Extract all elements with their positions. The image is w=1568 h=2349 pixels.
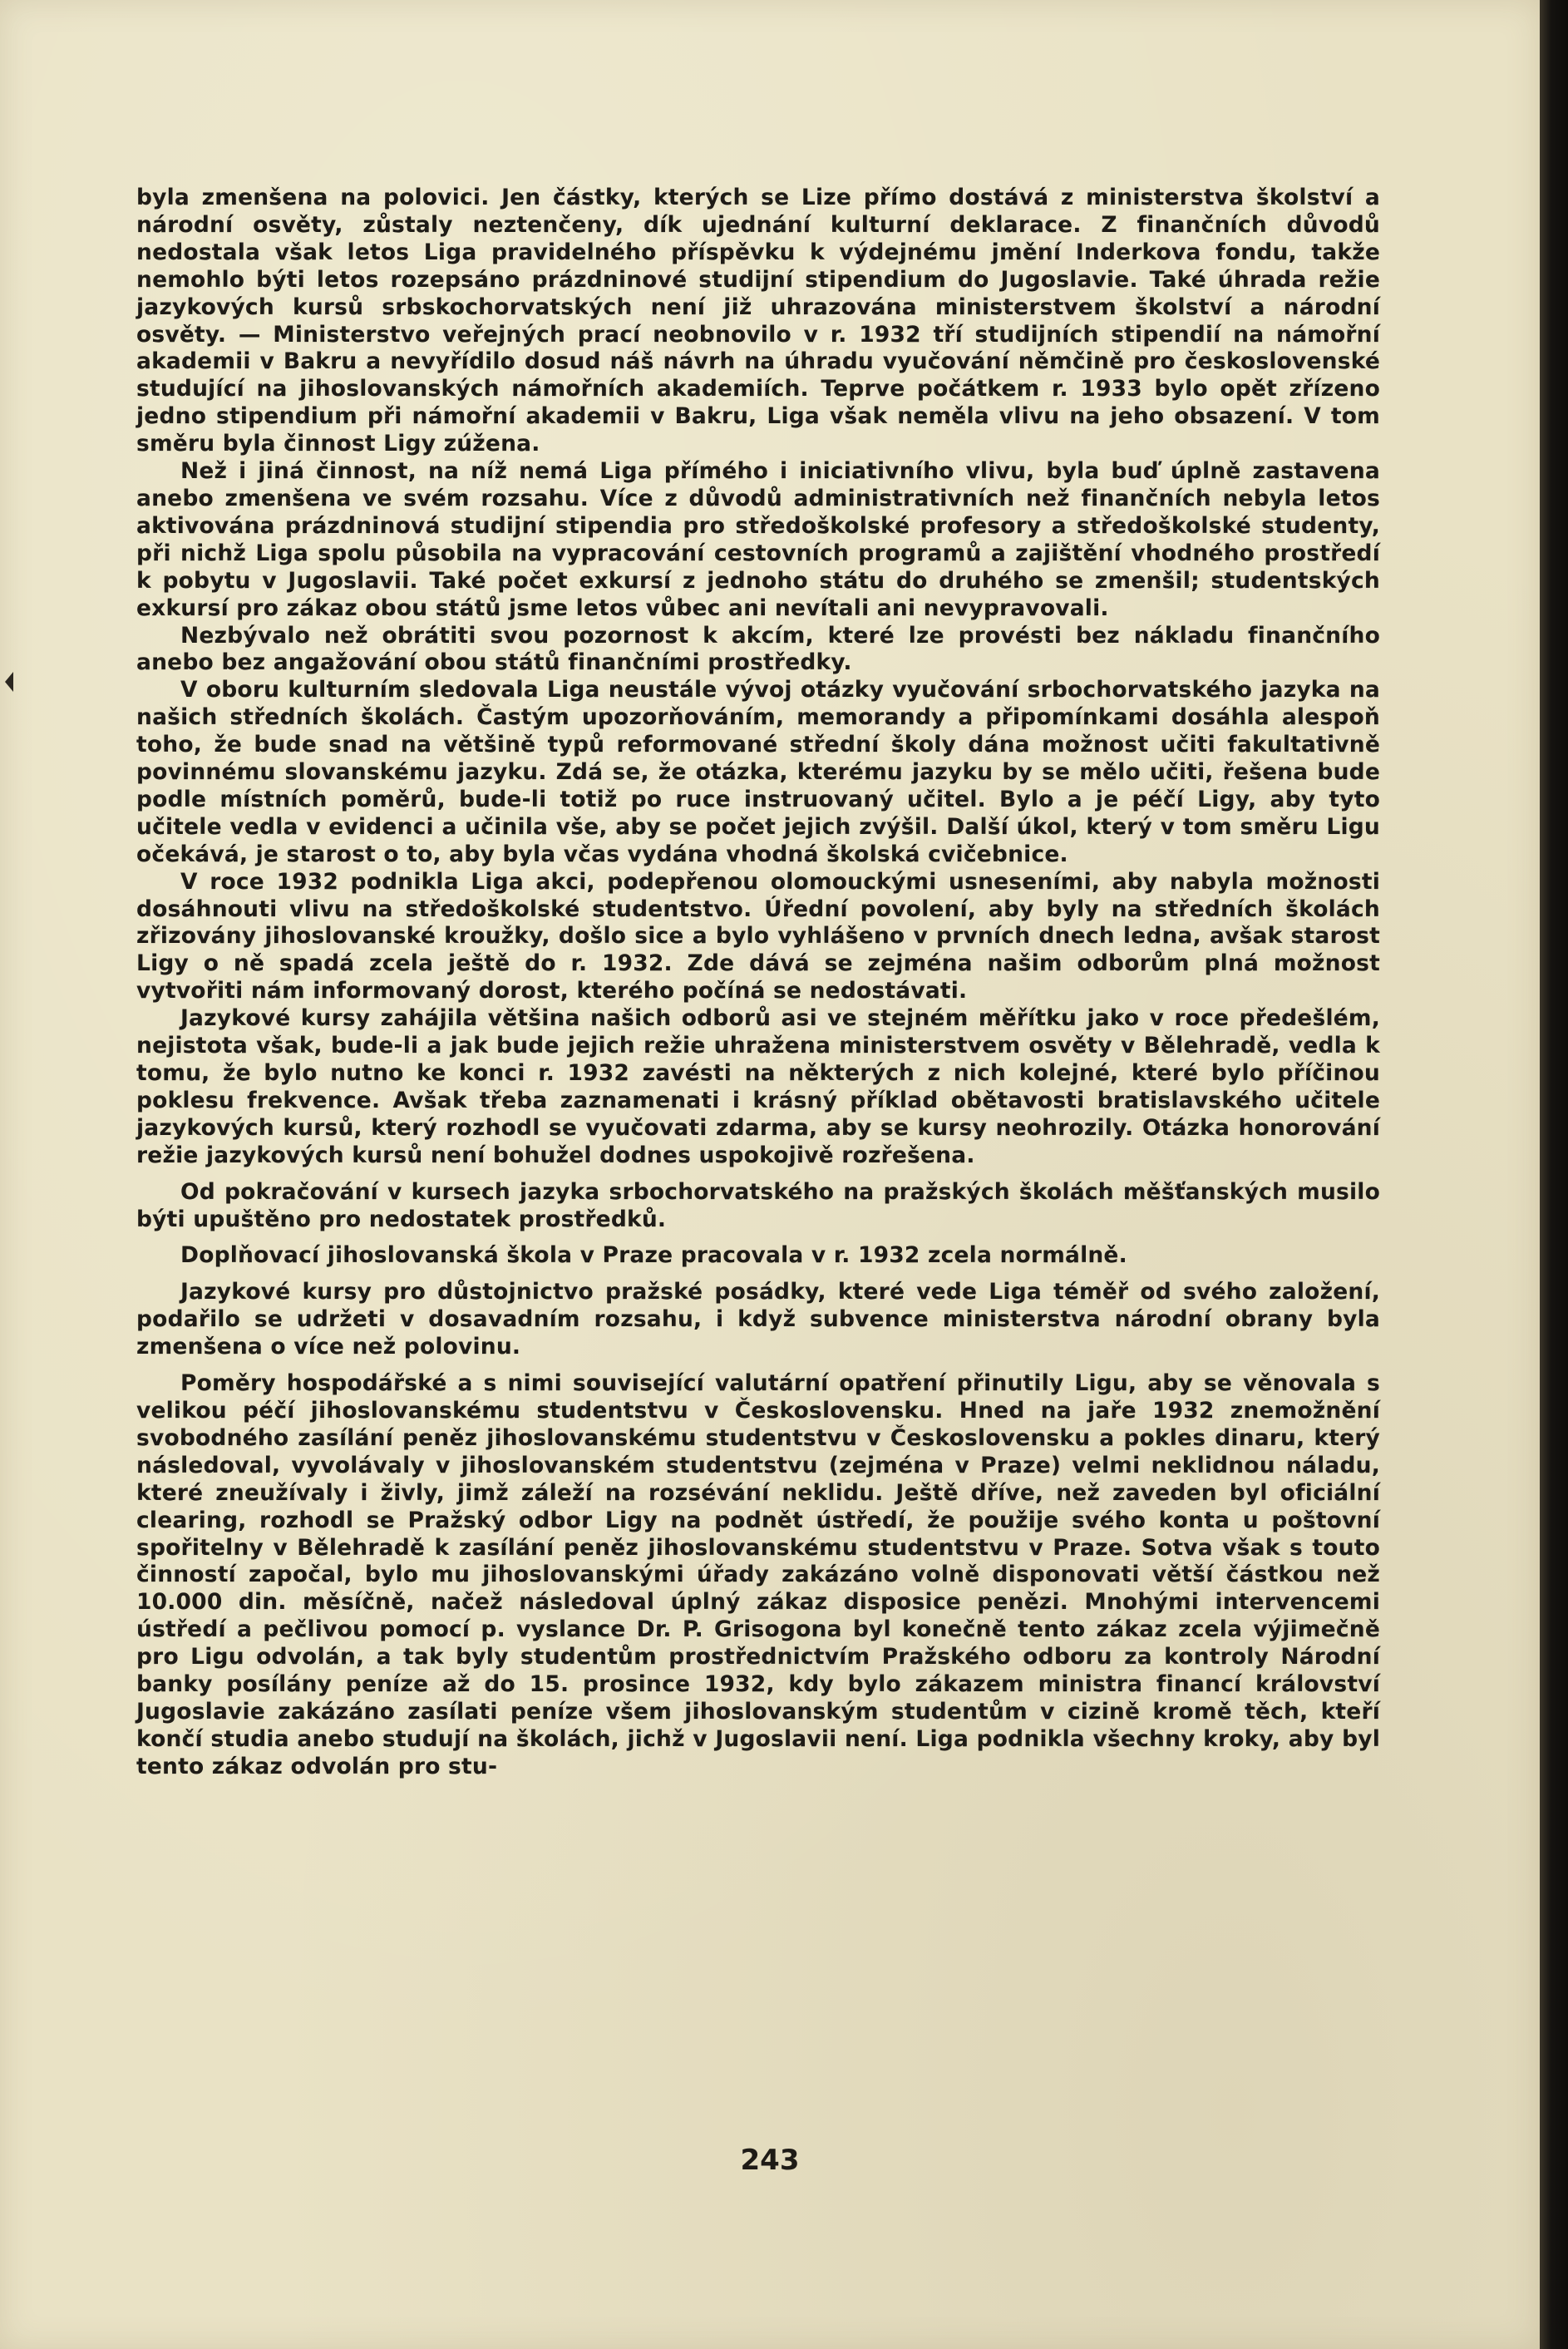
paragraph: V roce 1932 podnikla Liga akci, podepřenou olomouckými usneseními, aby nabyla možnosti dosáhnouti vlivu na středoškolské studentstvo. Úřední povolení, aby byly na středních školách zřizovány jihoslovanské kroužky, došlo sice a bylo vyhlášeno v prvních dnech ledna, avšak starost Ligy o ně spadá zcela ještě do r. 1932. Zde dává se zejména našim odborům plná možnost vytvořiti nám informovaný dorost, kterého počíná se nedostávati. (136, 868, 1380, 1004)
body-text (136, 185, 1380, 1781)
scan-edge-strip (1540, 0, 1568, 2349)
paragraph: Doplňovací jihoslovanská škola v Praze pracovala v r. 1932 zcela normálně. (180, 1242, 1127, 1269)
paragraph: Nezbývalo než obrátiti svou pozornost k akcím, které lze provésti bez nákladu finančního anebo bez angažování obou států finančními prostředky. (136, 622, 1380, 676)
paragraph: Jazykové kursy pro důstojnictvo pražské posádky, které vede Liga téměř od svého založení, podařilo se udržeti v dosavadním rozsahu, i když subvence ministerstva národní obrany byla zmenšena o více než polovinu. (136, 1279, 1380, 1360)
paragraph: byla zmenšena na polovici. Jen částky, kterých se Lize přímo dostává z ministerstva školství a národní osvěty, zůstaly neztenčeny, dík ujednání kulturní deklarace. Z finančních důvodů nedostala však letos Liga pravidelného příspěvku k výdejnému jmění Inderkova fondu, takže nemohlo býti letos rozepsáno prázdninové studijní stipendium do Jugoslavie. Také úhrada režie jazykových kursů srbskochorvatských není již uhrazována ministerstvem školství a národní osvěty. — Ministerstvo veřejných prací neobnovilo v r. 1932 tří studijních stipendií na námořní akademii v Bakru a nevyřídilo dosud náš návrh na úhradu vyučování němčině pro československé studující na jihoslovanských námořních akademiích. Teprve počátkem r. 1933 bylo opět zřízeno jedno stipendium při námořní akademii v Bakru, Liga však neměla vlivu na jeho obsazení. V tom směru byla činnost Ligy zúžena. (136, 185, 1380, 457)
paragraph: V oboru kulturním sledovala Liga neustále vývoj otázky vyučování srbochorvatského jazyka na našich středních školách. Častým upozorňováním, memorandy a připomínkami dosáhla alespoň toho, že bude snad na většině typů reformované střední školy dána možnost učiti fakultativně povinnému slovanskému jazyku. Zdá se, že otázka, kterému jazyku by se mělo učiti, řešena bude podle místních poměrů, bude-li totiž po ruce instruovaný učitel. Bylo a je péčí Ligy, aby tyto učitele vedla v evidenci a učinila vše, aby se počet jejich zvýšil. Další úkol, který v tom směru Ligu očekává, je starost o to, aby byla včas vydána vhodná školská cvičebnice. (136, 677, 1380, 867)
paragraph: Jazykové kursy zahájila většina našich odborů asi ve stejném měřítku jako v roce předešlém, nejistota však, bude-li a jak bude jejich režie uhražena ministerstvem osvěty v Bělehradě, vedla k tomu, že bylo nutno ke konci r. 1932 zavésti na některých z nich kolejné, které bylo příčinou poklesu frekvence. Avšak třeba zaznamenati i krásný příklad obětavosti bratislavského učitele jazykových kursů, který rozhodl se vyučovati zdarma, aby se kursy neohrozily. Otázka honorování režie jazykových kursů není bohužel dodnes uspokojivě rozřešena. (136, 1005, 1380, 1168)
paragraph: Poměry hospodářské a s nimi související valutární opatření přinutily Ligu, aby se věnovala s velikou péčí jihoslovanskému studentstvu v Československu. Hned na jaře 1932 znemožnění svobodného zasílání peněz jihoslovanskému studentstvu v Československu a pokles dinaru, který následoval, vyvolávaly v jihoslovanském studentstvu (zejména v Praze) velmi neklidnou náladu, které zneužívaly i živly, jimž záleží na rozsévání neklidu. Ještě dříve, než zaveden byl oficiální clearing, rozhodl se Pražský odbor Ligy na podnět ústředí, že použije svého konta u poštovní spořitelny v Bělehradě k zasílání peněz jihoslovanskému studentstvu v Praze. Sotva však s touto činností započal, bylo mu jihoslovanskými úřady zakázáno volně disponovati větší částkou než 10.000 din. měsíčně, načež následoval úplný zákaz disposice penězi. Mnohými intervencemi ústředí a pečlivou pomocí p. vyslance Dr. P. Grisogona byl konečně tento zákaz zcela výjimečně pro Ligu odvolán, a tak byly studentům prostřednictvím Pražského odboru za kontroly Národní banky posílány peníze až do 15. prosince 1932, kdy bylo zákazem ministra financí království Jugoslavie zakázáno zasílati peníze všem jihoslovanským studentům v cizině kromě těch, kteří končí studia anebo studují na školách, jichž v Jugoslavii není. Liga podnikla všechny kroky, aby byl tento zákaz odvolán pro stu- (136, 1370, 1380, 1779)
paragraph: Od pokračování v kursech jazyka srbochorvatského na pražských školách měšťanských musilo býti upuštěno pro nedostatek prostředků. (136, 1178, 1380, 1232)
page-number: 243 (740, 2144, 800, 2177)
edge-mark (5, 672, 13, 692)
paragraph: Než i jiná činnost, na níž nemá Liga přímého i iniciativního vlivu, byla buď úplně zastavena anebo zmenšena ve svém rozsahu. Více z důvodů administrativních než finančních nebyla letos aktivována prázdninová studijní stipendia pro středoškolské profesory a středoškolské studenty, při nichž Liga spolu působila na vypracování cestovních programů a zajištění vhodného prostředí k pobytu v Jugoslavii. Také počet exkursí z jednoho státu do druhého se zmenšil; studentských exkursí pro zákaz obou států jsme letos vůbec ani nevítali ani nevypravovali. (136, 458, 1380, 621)
